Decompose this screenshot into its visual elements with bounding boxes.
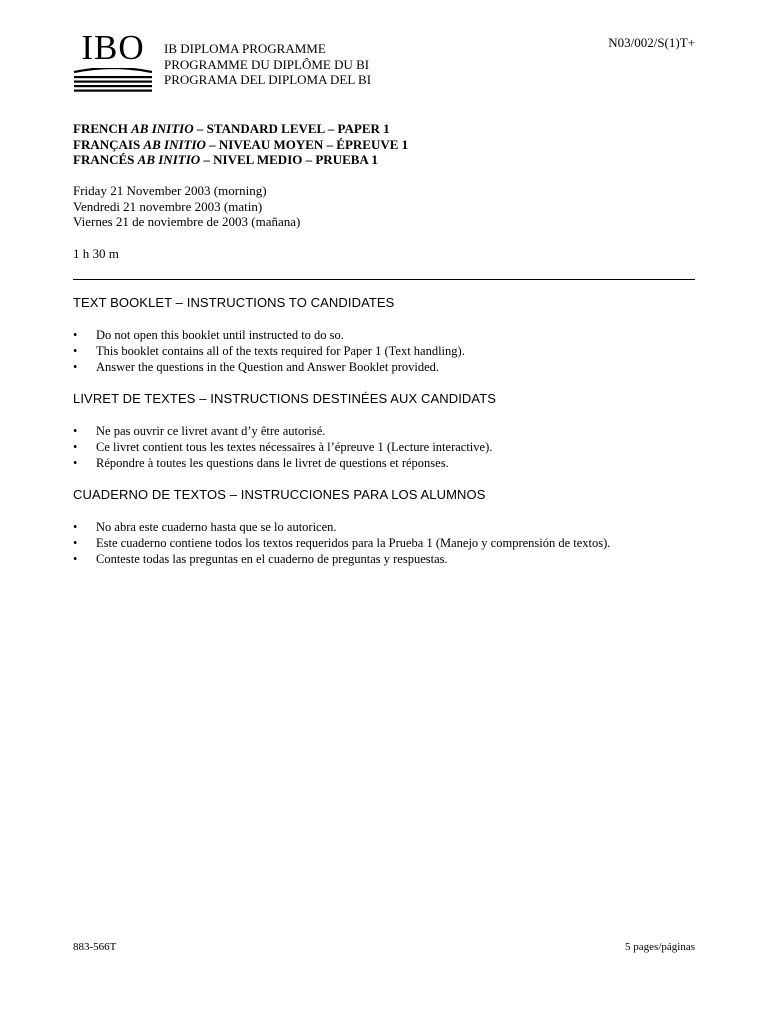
bullet-icon: • — [73, 520, 78, 534]
list-item-text: Répondre à toutes les questions dans le livret de questions et réponses. — [96, 456, 449, 470]
programme-line-en: IB DIPLOMA PROGRAMME — [164, 41, 326, 56]
title-italic: AB INITIO — [143, 136, 206, 152]
bullet-icon: • — [73, 424, 78, 438]
title-italic: AB INITIO — [131, 121, 194, 136]
title-italic: AB INITIO — [137, 152, 201, 167]
horizontal-divider — [73, 279, 695, 280]
instructions-section-es — [73, 487, 703, 567]
logo-text: IBO — [81, 28, 145, 67]
list-item — [73, 551, 703, 567]
title-prefix: FRENCH — [73, 121, 132, 136]
list-item — [73, 519, 703, 535]
programme-names — [164, 41, 371, 88]
title-suffix: – NIVEAU MOYEN – ÉPREUVE 1 — [205, 136, 409, 152]
list-item — [73, 439, 703, 455]
list-item — [73, 327, 703, 343]
paper-titles — [73, 121, 408, 168]
list-item-text: Este cuaderno contiene todos los textos requeridos para la Prueba 1 (Manejo y comprensión de textos). — [96, 536, 611, 550]
list-item-text: This booklet contains all of the texts required for Paper 1 (Text handling). — [96, 344, 465, 358]
list-item — [73, 423, 703, 439]
title-suffix: – STANDARD LEVEL – PAPER 1 — [193, 121, 390, 136]
date-es: Viernes 21 de noviembre de 2003 (mañana) — [73, 214, 301, 229]
paper-code: N03/002/S(1)T+ — [608, 35, 695, 50]
date-fr: Vendredi 21 novembre 2003 (matin) — [73, 198, 263, 214]
title-prefix: FRANCÉS — [73, 152, 138, 167]
list-item — [73, 359, 703, 375]
list-item-text: Ne pas ouvrir ce livret avant d’y être autorisé. — [96, 424, 326, 438]
bullet-icon: • — [73, 360, 78, 374]
bullet-icon: • — [73, 536, 78, 550]
document-number: 883-566T — [73, 941, 117, 953]
programme-line-fr: PROGRAMME DU DIPLÔME DU BI — [164, 56, 370, 72]
bullet-icon: • — [73, 552, 78, 566]
logo-arc-icon — [72, 68, 154, 92]
instruction-list — [73, 327, 703, 375]
section-heading: CUADERNO DE TEXTOS – INSTRUCCIONES PARA LOS ALUMNOS — [73, 487, 486, 502]
list-item-text: Conteste todas las preguntas en el cuaderno de preguntas y respuestas. — [96, 552, 448, 566]
programme-line-es: PROGRAMA DEL DIPLOMA DEL BI — [164, 72, 372, 87]
bullet-icon: • — [73, 344, 78, 358]
title-fr — [73, 137, 408, 153]
section-heading: LIVRET DE TEXTES – INSTRUCTIONS DESTINÉES AUX CANDIDATS — [73, 391, 497, 406]
list-item-text: No abra este cuaderno hasta que se lo autoricen. — [96, 520, 337, 534]
list-item — [73, 535, 703, 551]
bullet-icon: • — [73, 456, 78, 470]
exam-dates — [73, 183, 300, 230]
section-heading: TEXT BOOKLET – INSTRUCTIONS TO CANDIDATES — [73, 295, 395, 310]
list-item-text: Do not open this booklet until instructed to do so. — [96, 328, 344, 342]
list-item — [73, 343, 703, 359]
instruction-list — [73, 519, 703, 567]
instruction-list — [73, 423, 703, 471]
bullet-icon: • — [73, 328, 78, 342]
title-prefix: FRANÇAIS — [73, 136, 144, 152]
title-es — [73, 152, 408, 168]
page-count: 5 pages/páginas — [625, 941, 695, 953]
title-suffix: – NIVEL MEDIO – PRUEBA 1 — [200, 152, 378, 167]
bullet-icon: • — [73, 440, 78, 454]
instructions-section-fr — [73, 391, 703, 471]
exam-duration: 1 h 30 m — [73, 246, 119, 261]
date-en: Friday 21 November 2003 (morning) — [73, 183, 267, 198]
list-item — [73, 455, 703, 471]
title-en — [73, 121, 408, 137]
instructions-section-en — [73, 295, 703, 375]
list-item-text: Answer the questions in the Question and Answer Booklet provided. — [96, 360, 440, 374]
ibo-logo — [72, 28, 154, 94]
list-item-text: Ce livret contient tous les textes nécessaires à l’épreuve 1 (Lecture interactive). — [96, 440, 493, 454]
